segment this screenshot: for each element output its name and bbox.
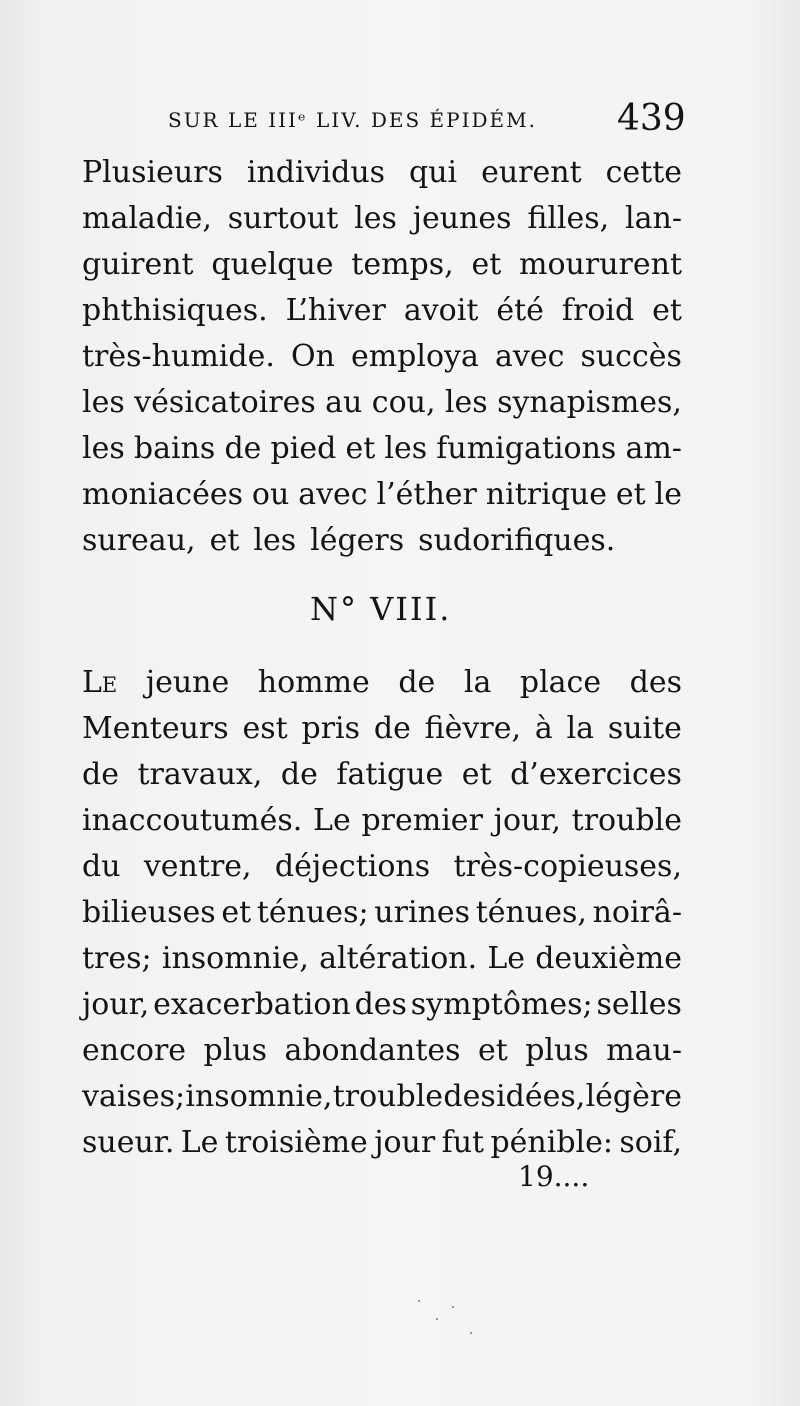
- word: am-: [625, 431, 682, 466]
- word: les: [82, 431, 125, 466]
- text-line: [82, 380, 682, 426]
- word: guirent: [82, 247, 194, 282]
- word: symptômes;: [410, 987, 593, 1022]
- paragraph-2: [82, 660, 682, 1166]
- word: et: [209, 523, 240, 558]
- text-line: [82, 196, 682, 242]
- word: déjections: [274, 849, 431, 884]
- word: ou: [251, 477, 290, 512]
- word: selles: [596, 987, 682, 1022]
- word: exacerbation: [153, 987, 351, 1022]
- print-speck: [418, 1300, 420, 1302]
- text-line: [82, 936, 682, 982]
- word: jeunes: [412, 201, 512, 236]
- word: l’éther: [376, 477, 477, 512]
- word: du: [82, 849, 121, 884]
- word: altération.: [319, 941, 478, 976]
- word: fatigue: [336, 757, 444, 792]
- word: succès: [580, 339, 682, 374]
- word: abondantes: [284, 1033, 461, 1068]
- text-line: [82, 1074, 682, 1120]
- word: bains: [133, 431, 216, 466]
- word: suite: [607, 711, 682, 746]
- word: troisième: [224, 1125, 368, 1160]
- print-speck: [436, 1318, 438, 1320]
- word: trouble: [332, 1079, 444, 1114]
- section-title: N° VIII.: [310, 590, 452, 628]
- word: temps,: [351, 247, 454, 282]
- word: été: [496, 293, 544, 328]
- word: froid: [561, 293, 635, 328]
- text-line: [82, 706, 682, 752]
- word: eurent: [481, 155, 582, 190]
- paragraph-1: [82, 150, 682, 564]
- text-line: [82, 844, 682, 890]
- word: légère: [585, 1079, 682, 1114]
- word: plus: [525, 1033, 589, 1068]
- word: les: [384, 431, 428, 466]
- text-line: [82, 752, 682, 798]
- word: cou,: [371, 385, 436, 420]
- word: Plusieurs: [82, 155, 223, 190]
- word: inaccoutumés.: [82, 803, 303, 838]
- word: les: [444, 385, 488, 420]
- word: filles,: [527, 201, 610, 236]
- word: et: [652, 293, 682, 328]
- word: avoit: [403, 293, 479, 328]
- word: à: [534, 711, 553, 746]
- word: jour,: [493, 803, 561, 838]
- word: jeune: [145, 665, 230, 700]
- word: de: [224, 431, 262, 466]
- word: la: [463, 665, 492, 700]
- word: et: [345, 431, 376, 466]
- word: pris: [301, 711, 361, 746]
- word: de: [398, 665, 436, 700]
- word: ténues,: [475, 895, 587, 930]
- word: sureau,: [82, 523, 196, 558]
- word: synapismes,: [497, 385, 682, 420]
- word: urines: [374, 895, 471, 930]
- word: ventre,: [143, 849, 252, 884]
- word: des: [354, 987, 407, 1022]
- word: de: [280, 757, 318, 792]
- word: des: [629, 665, 682, 700]
- word: la: [566, 711, 594, 746]
- word: trouble: [571, 803, 682, 838]
- word: noirâ-: [592, 895, 682, 930]
- word: des: [443, 1079, 496, 1114]
- word: Le: [313, 803, 351, 838]
- word: surtout: [227, 201, 339, 236]
- word: fièvre,: [424, 711, 521, 746]
- text-line: [82, 334, 682, 380]
- word: deuxième: [535, 941, 682, 976]
- word: le: [654, 477, 682, 512]
- word: phthisiques.: [82, 293, 268, 328]
- catchword: 19....: [518, 1160, 590, 1193]
- word: et: [221, 895, 252, 930]
- word: et: [471, 247, 502, 282]
- text-line: [82, 150, 682, 196]
- word: Le: [82, 665, 118, 700]
- text-line: [82, 1028, 682, 1074]
- word: plus: [203, 1033, 267, 1068]
- word: et: [615, 477, 646, 512]
- text-line: [82, 798, 682, 844]
- text-line: [82, 890, 682, 936]
- word: moniacées: [82, 477, 244, 512]
- running-head: SUR LE IIIᵉ LIV. DES ÉPIDÉM.: [168, 108, 537, 132]
- word: jour,: [82, 987, 150, 1022]
- print-speck: [470, 1332, 472, 1334]
- text-line: [82, 982, 682, 1028]
- word: On: [290, 339, 335, 374]
- word: fumigations: [436, 431, 617, 466]
- word: insomnie,: [185, 1079, 333, 1114]
- word: qui: [409, 155, 458, 190]
- word: d’exercices: [510, 757, 682, 792]
- word: vésicatoires: [134, 385, 316, 420]
- word: et: [477, 1033, 508, 1068]
- word: de: [82, 757, 119, 792]
- text-line: [82, 472, 682, 518]
- word: sueur.: [82, 1125, 175, 1160]
- word: insomnie,: [161, 941, 309, 976]
- word: premier: [361, 803, 483, 838]
- text-line: [82, 1120, 682, 1166]
- word: pénible:: [490, 1125, 613, 1160]
- word: maladie,: [82, 201, 212, 236]
- word: cette: [605, 155, 682, 190]
- word: ténues;: [256, 895, 369, 930]
- word: lan-: [625, 201, 682, 236]
- word: moururent: [519, 247, 682, 282]
- word: les: [82, 385, 125, 420]
- word: individus: [246, 155, 386, 190]
- word: les: [354, 201, 397, 236]
- word: soif,: [619, 1125, 682, 1160]
- word: très-humide.: [82, 339, 275, 374]
- word: au: [325, 385, 363, 420]
- word: Le: [487, 941, 526, 976]
- text-line: [82, 660, 682, 706]
- print-speck: [452, 1306, 454, 1308]
- page-number: 439: [617, 98, 686, 139]
- text-line: [82, 242, 682, 288]
- word: avec: [298, 477, 368, 512]
- word: est: [242, 711, 288, 746]
- word: nitrique: [485, 477, 607, 512]
- text-line: [82, 518, 682, 564]
- word: vaises;: [82, 1079, 186, 1114]
- word: travaux,: [137, 757, 263, 792]
- word: tres;: [82, 941, 152, 976]
- word: jour: [374, 1125, 436, 1160]
- word: place: [519, 665, 602, 700]
- word: les: [253, 523, 297, 558]
- word: Le: [180, 1125, 219, 1160]
- word: encore: [82, 1033, 187, 1068]
- word: très-copieuses,: [453, 849, 682, 884]
- word: bilieuses: [82, 895, 216, 930]
- word: idées,: [496, 1079, 586, 1114]
- word: avec: [494, 339, 565, 374]
- word: et: [461, 757, 492, 792]
- text-line: [82, 426, 682, 472]
- text-line: [82, 288, 682, 334]
- word: employa: [350, 339, 479, 374]
- word: sudorifiques.: [418, 523, 616, 558]
- word: de: [373, 711, 411, 746]
- word: L’hiver: [285, 293, 386, 328]
- word: Menteurs: [82, 711, 229, 746]
- word: légers: [310, 523, 405, 558]
- word: mau-: [606, 1033, 682, 1068]
- word: homme: [257, 665, 370, 700]
- word: pied: [270, 431, 337, 466]
- word: quelque: [211, 247, 334, 282]
- word: fut: [441, 1125, 485, 1160]
